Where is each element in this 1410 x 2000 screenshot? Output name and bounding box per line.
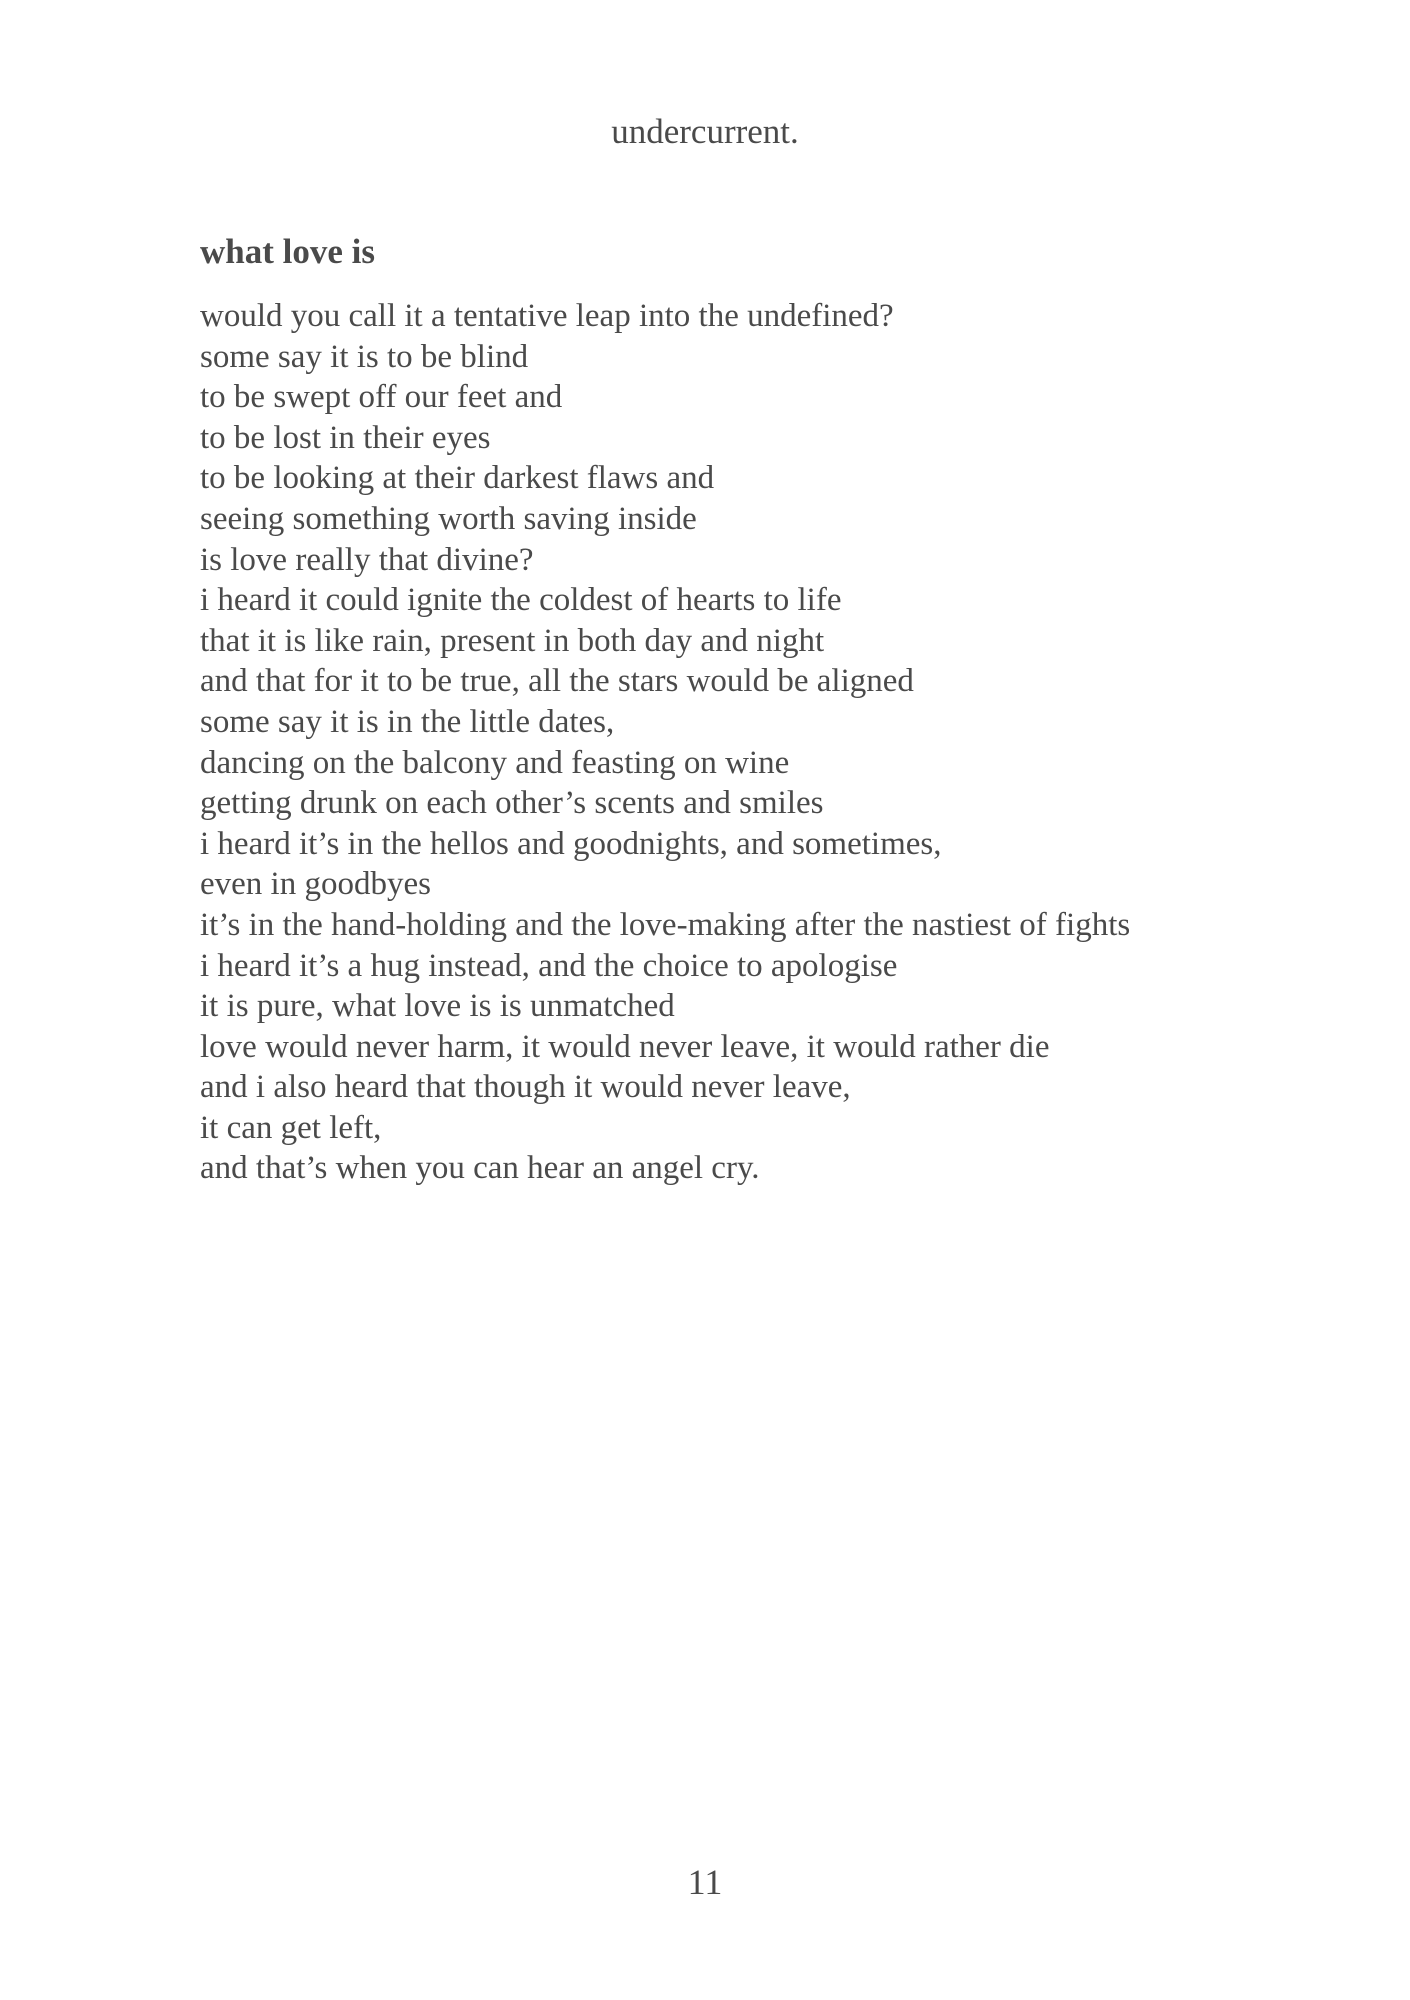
poem-line: and that for it to be true, all the stars would be aligned (200, 663, 914, 700)
poem-line: and i also heard that though it would never leave, (200, 1069, 851, 1106)
running-header: undercurrent. (611, 112, 799, 151)
poem-line: it is pure, what love is is unmatched (200, 988, 675, 1025)
page-number: 11 (687, 1862, 723, 1902)
poem-line: love would never harm, it would never leave, it would rather die (200, 1028, 1050, 1065)
poem-line: dancing on the balcony and feasting on wine (200, 744, 790, 781)
poem-line: i heard it’s in the hellos and goodnights, and sometimes, (200, 825, 942, 862)
poem-line: to be looking at their darkest flaws and (200, 460, 715, 497)
poem-line: that it is like rain, present in both day and night (200, 622, 825, 659)
poem-line: and that’s when you can hear an angel cry. (200, 1150, 760, 1187)
poem-line: is love really that divine? (200, 541, 534, 578)
poem-body (200, 296, 1320, 1189)
poem-line: it’s in the hand-holding and the love-making after the nastiest of fights (200, 906, 1131, 943)
poem-line: i heard it’s a hug instead, and the choice to apologise (200, 947, 898, 984)
poem-line: it can get left, (200, 1109, 382, 1146)
poem-line: even in goodbyes (200, 866, 431, 903)
poem-line: to be swept off our feet and (200, 379, 563, 416)
poem-title: what love is (200, 232, 375, 271)
poem-line: to be lost in their eyes (200, 419, 491, 456)
poem-line: i heard it could ignite the coldest of hearts to life (200, 582, 842, 619)
poem-line: seeing something worth saving inside (200, 500, 697, 537)
poem-line: getting drunk on each other’s scents and smiles (200, 785, 824, 822)
poem-line: some say it is to be blind (200, 338, 529, 375)
poem-line: some say it is in the little dates, (200, 703, 615, 740)
poem-line: would you call it a tentative leap into the undefined? (200, 298, 894, 334)
